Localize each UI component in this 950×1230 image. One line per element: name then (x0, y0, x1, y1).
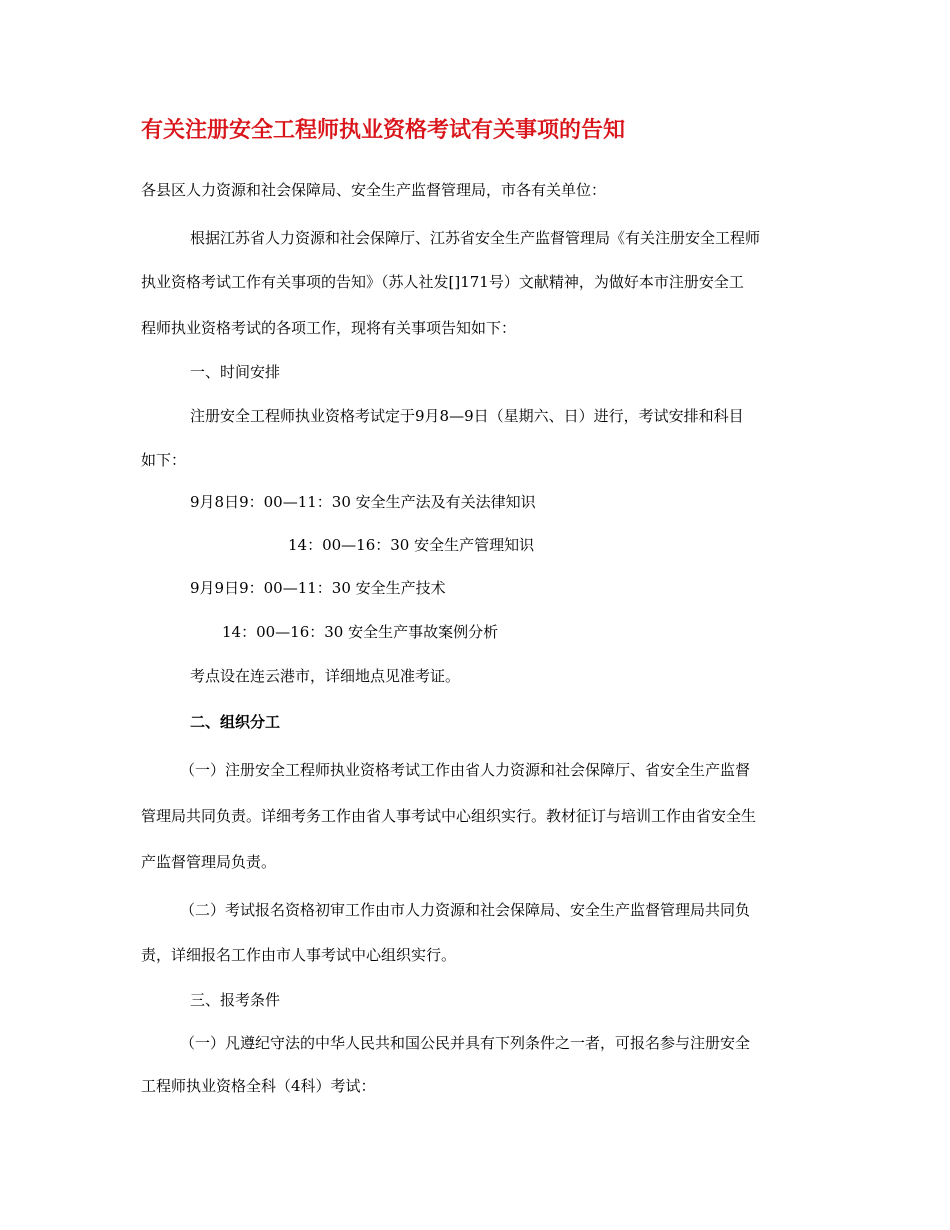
requirements-paragraph-line: （一）凡遵纪守法的中华人民共和国公民并具有下列条件之一者，可报名参与注册安全 (180, 1034, 751, 1052)
requirements-paragraph-line: 工程师执业资格全科（4科）考试： (141, 1077, 376, 1095)
salutation: 各县区人力资源和社会保障局、安全生产监督管理局，市各有关单位： (141, 181, 607, 199)
schedule-item: 9月9日9：00—11：30 安全生产技术 (190, 579, 446, 597)
schedule-item: 9月8日9：00—11：30 安全生产法及有关法律知识 (190, 493, 536, 511)
intro-paragraph-line: 程师执业资格考试的各项工作，现将有关事项告知如下： (141, 319, 517, 337)
schedule-paragraph-line: 如下： (141, 451, 187, 469)
document-title: 有关注册安全工程师执业资格考试有关事项的告知 (141, 117, 626, 143)
section-heading-requirements: 三、报考条件 (190, 991, 281, 1009)
organization-paragraph-line: 产监督管理局负责。 (141, 853, 277, 871)
exam-location-note: 考点设在连云港市，详细地点见准考证。 (190, 667, 461, 685)
intro-paragraph-line: 根据江苏省人力资源和社会保障厅、江苏省安全生产监督管理局《有关注册安全工程师 (190, 229, 761, 247)
schedule-item: 14：00—16：30 安全生产管理知识 (288, 536, 535, 554)
organization-paragraph-line: 责，详细报名工作由市人事考试中心组织实行。 (141, 946, 457, 964)
section-heading-schedule: 一、时间安排 (190, 363, 281, 381)
section-heading-organization: 二、组织分工 (190, 713, 281, 731)
organization-paragraph-line: （二）考试报名资格初审工作由市人力资源和社会保障局、安全生产监督管理局共同负 (180, 901, 751, 919)
schedule-item: 14：00—16：30 安全生产事故案例分析 (222, 623, 499, 641)
schedule-paragraph-line: 注册安全工程师执业资格考试定于9月8—9日（星期六、日）进行，考试安排和科目 (190, 407, 744, 425)
organization-paragraph-line: 管理局共同负责。详细考务工作由省人事考试中心组织实行。教材征订与培训工作由省安全生 (141, 807, 757, 825)
organization-paragraph-line: （一）注册安全工程师执业资格考试工作由省人力资源和社会保障厅、省安全生产监督 (180, 761, 751, 779)
intro-paragraph-line: 执业资格考试工作有关事项的告知》（苏人社发[]171号）文献精神，为做好本市注册安全工 (141, 273, 744, 291)
